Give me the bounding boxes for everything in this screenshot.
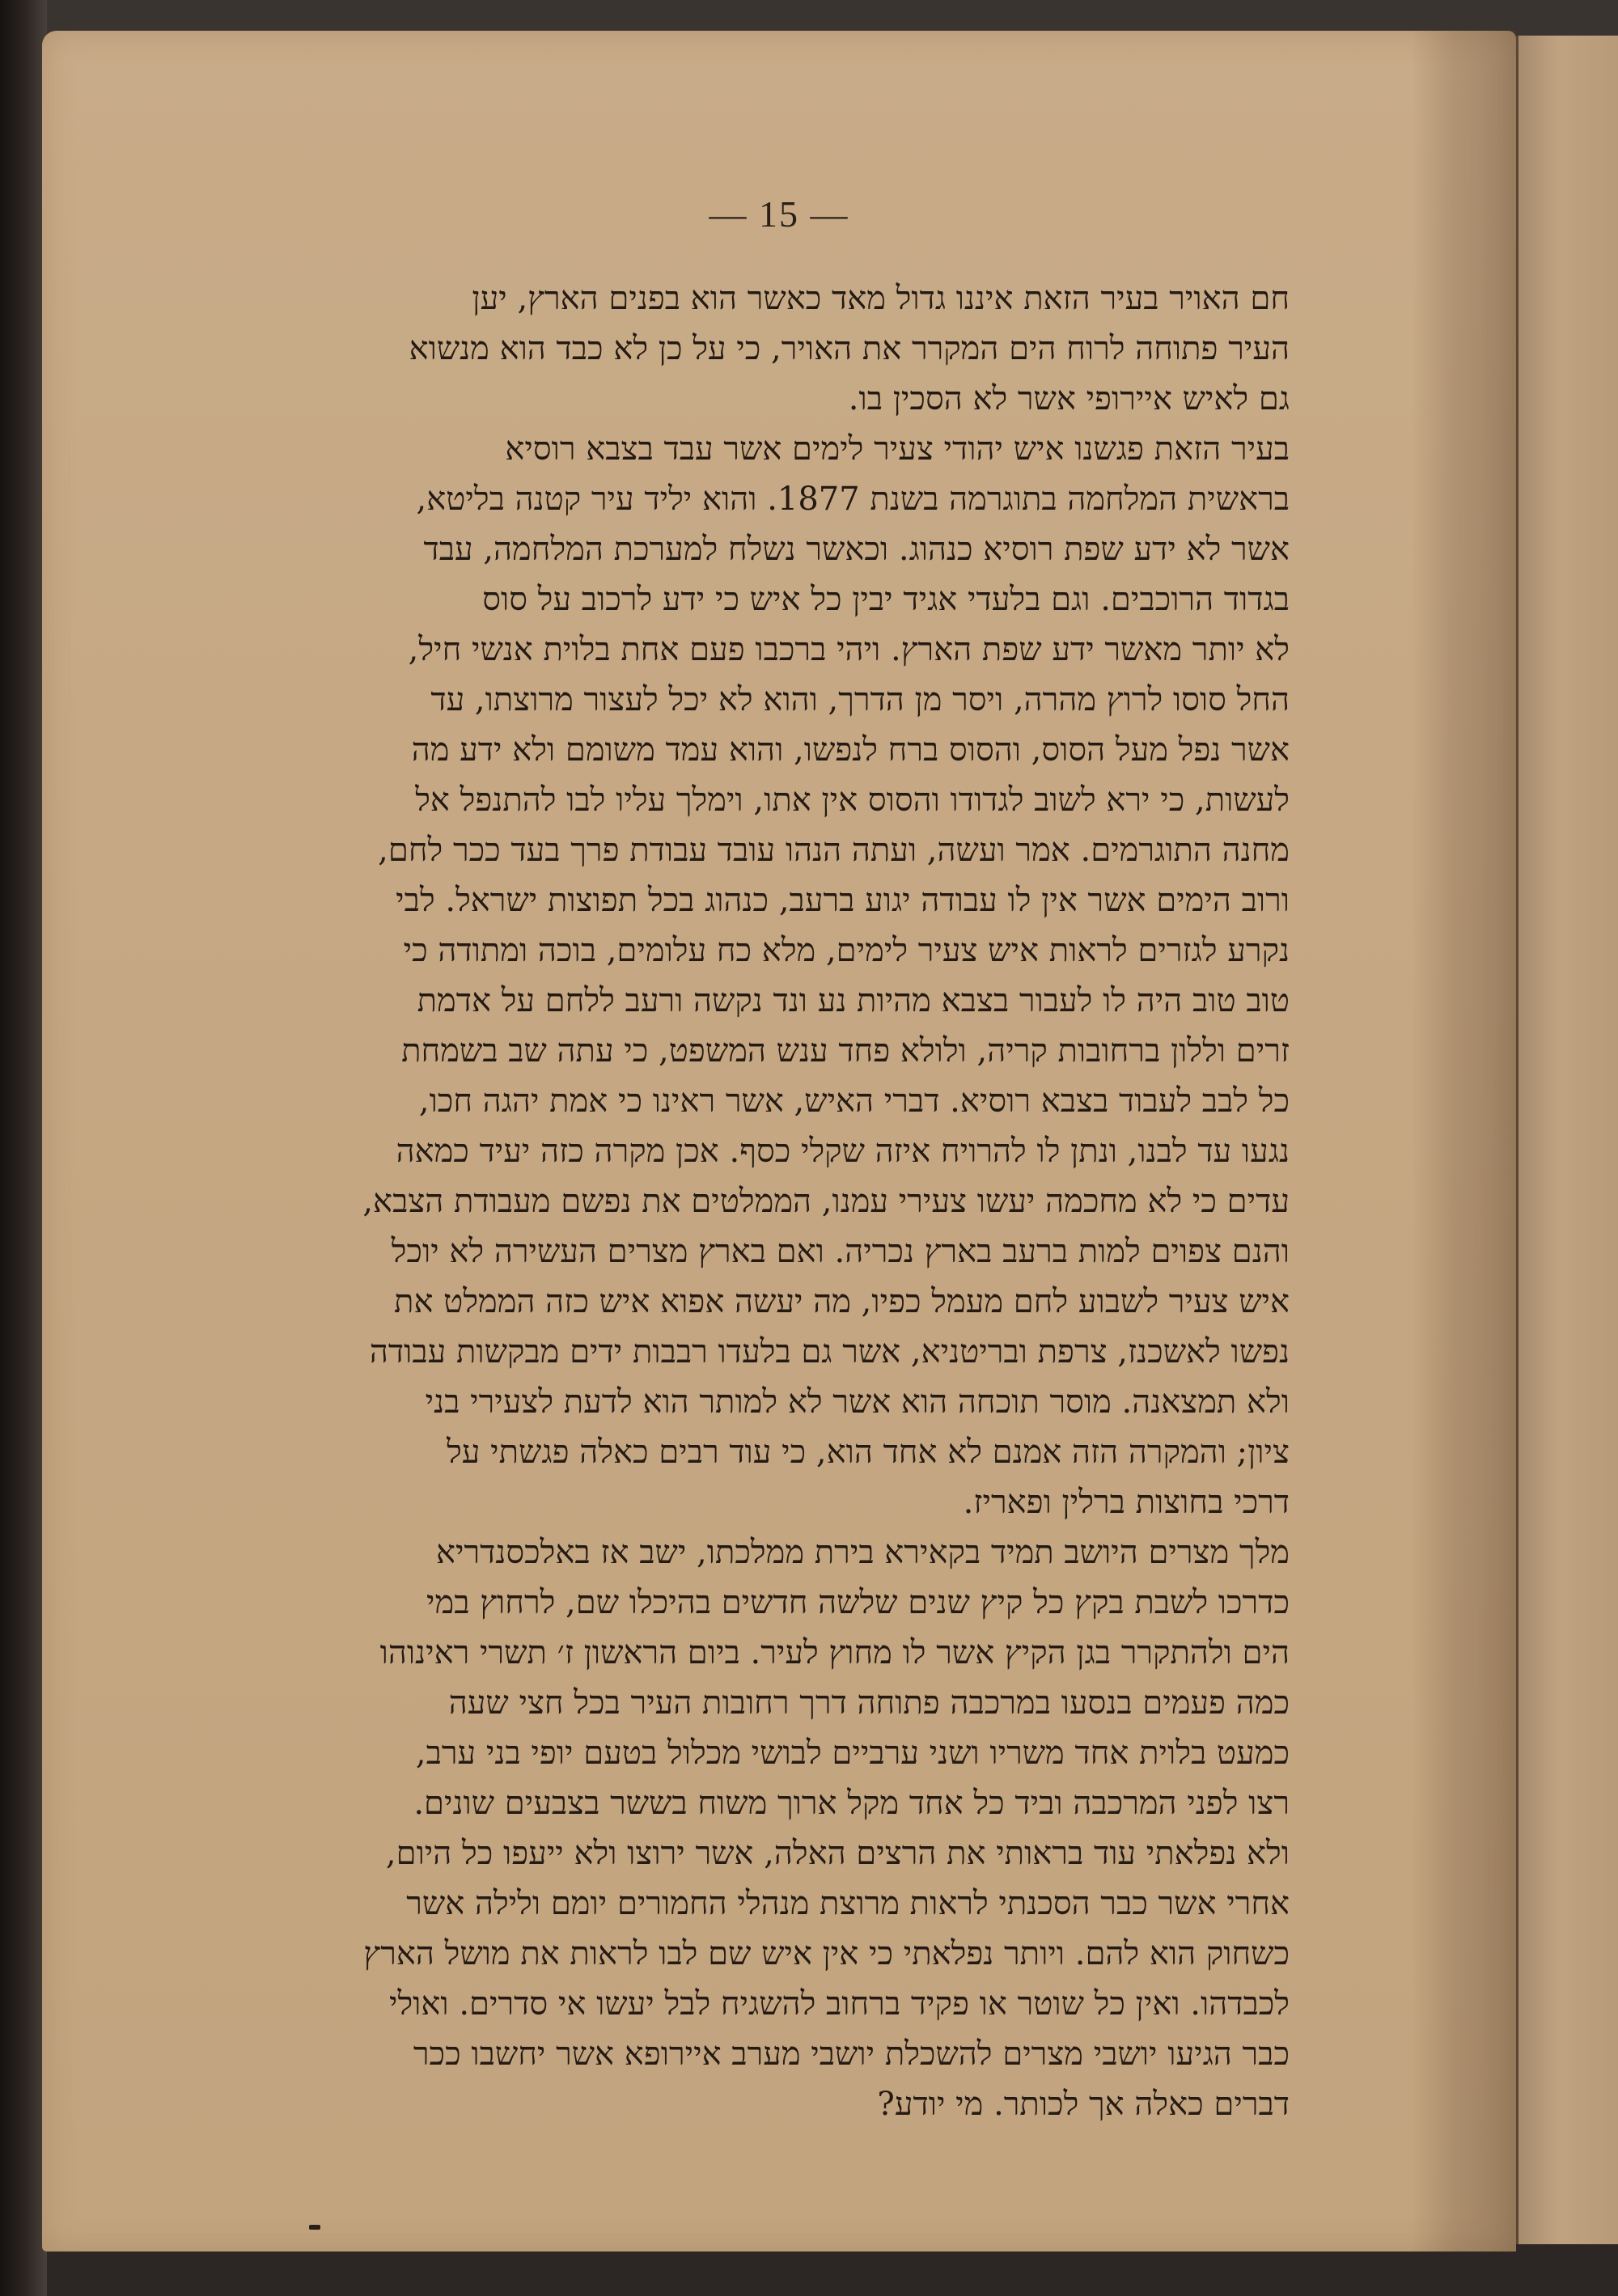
text-line: ורוב הימים אשר אין לו עבודה יגוע ברעב, כנהוג בכל תפוצות ישראל. לבי	[396, 882, 1290, 919]
text-line: ולא נפלאתי עוד בראותי את הרצים האלה, אשר ירוצו ולא ייעפו כל היום,	[385, 1835, 1290, 1872]
book-page	[42, 31, 1516, 2252]
text-line: כדרכו לשבת בקץ כל קיץ שנים שלשה חדשים בהיכלו שם, לרחוץ במי	[426, 1584, 1290, 1621]
page-fold-shadow	[1411, 31, 1516, 2252]
text-line: רצו לפני המרכבה וביד כל אחד מקל ארוך משוח בששר בצבעים שונים.	[413, 1785, 1290, 1822]
text-line: חם האויר בעיר הזאת איננו גדול מאד כאשר הוא בפנים הארץ, יען	[472, 280, 1290, 317]
text-line: אשר לא ידע שפת רוסיא כנהוג. וכאשר נשלח למערכת המלחמה, עבד	[423, 531, 1290, 568]
text-line: כמה פעמים בנסעו במרכבה פתוחה דרך רחובות העיר בכל חצי שעה	[448, 1684, 1290, 1722]
text-line: בעיר הזאת פגשנו איש יהודי צעיר לימים אשר עבד בצבא רוסיא	[505, 430, 1290, 468]
text-line: כבר הגיעו יושבי מצרים להשכלת יושבי מערב איירופא אשר יחשבו ככר	[413, 2035, 1290, 2073]
text-line: זרים וללון ברחובות קריה, ולולא פחד ענש המשפט, כי עתה שב בשמחת	[401, 1032, 1290, 1070]
text-line: דברים כאלה אך לכותר. מי יודע?	[877, 2086, 1290, 2123]
text-line: העיר פתוחה לרוח הים המקרר את האויר, כי על כן לא כבד הוא מנשוא	[409, 330, 1290, 367]
text-line: לעשות, כי ירא לשוב לגדודו והסוס אין אתו, וימלך עליו לבו להתנפל אל	[415, 782, 1290, 819]
text-line: איש צעיר לשבוע לחם מעמל כפיו, מה יעשה אפוא איש כזה הממלט את	[394, 1283, 1290, 1320]
book-spine	[0, 0, 47, 2296]
ink-spot	[309, 2225, 320, 2230]
text-line: בראשית המלחמה בתוגרמה בשנת 1877. והוא יליד עיר קטנה בליטא,	[416, 481, 1290, 518]
text-line: ציון; והמקרה הזה אמנם לא אחד הוא, כי עוד רבים כאלה פגשתי על	[447, 1434, 1290, 1471]
text-line: מלך מצרים היושב תמיד בקאירא בירת ממלכתו, ישב אז באלכסנדריא	[435, 1534, 1290, 1571]
page-text	[157, 273, 1290, 2129]
text-line: כל לבב לעבוד בצבא רוסיא. דברי האיש, אשר ראינו כי אמת יהגה חכו,	[418, 1082, 1290, 1120]
text-line: נפשו לאשכנז, צרפת ובריטניא, אשר גם בלעדו רבבות ידים מבקשות עבודה	[369, 1333, 1290, 1370]
text-line: הים ולהתקרר בגן הקיץ אשר לו מחוץ לעיר. ביום הראשון ז׳ תשרי ראינוהו	[379, 1634, 1290, 1671]
text-line: מחנה התוגרמים. אמר ועשה, ועתה הנהו עובד עבודת פרך בעד ככר לחם,	[378, 832, 1290, 869]
adjacent-page-edge	[1516, 36, 1618, 2244]
text-line: דרכי בחוצות ברלין ופאריז.	[963, 1484, 1290, 1521]
text-line: טוב טוב היה לו לעבור בצבא מהיות נע ונד נקשה ורעב ללחם על אדמת	[417, 982, 1290, 1019]
text-line: כשחוק הוא להם. ויותר נפלאתי כי אין איש שם לבו לראות את מושל הארץ	[363, 1935, 1290, 1972]
text-line: החל סוסו לרוץ מהרה, ויסר מן הדרך, והוא לא יכל לעצור מרוצתו, עד	[430, 681, 1290, 718]
text-line: כמעט בלוית אחד משריו ושני ערביים לבושי מכלול בטעם יופי בני ערב,	[415, 1735, 1290, 1772]
text-line: ולא תמצאנה. מוסר תוכחה הוא אשר לא למותר הוא לדעת לצעירי בני	[425, 1383, 1290, 1421]
text-line: לא יותר מאשר ידע שפת הארץ. ויהי ברכבו פעם אחת בלוית אנשי חיל,	[408, 631, 1290, 668]
page-number: — 15 —	[709, 193, 849, 235]
text-line: נקרע לגזרים לראות איש צעיר לימים, מלא כח עלומים, בוכה ומתודה כי	[403, 932, 1290, 969]
text-line: אשר נפל מעל הסוס, והסוס ברח לנפשו, והוא עמד משומם ולא ידע מה	[411, 731, 1290, 769]
text-line: עדים כי לא מחכמה יעשו צעירי עמנו, הממלטים את נפשם מעבודת הצבא,	[362, 1183, 1290, 1220]
text-line: נגעו עד לבנו, ונתן לו להרויח איזה שקלי כסף. אכן מקרה כזה יעיד כמאה	[396, 1133, 1290, 1170]
text-line: לכבדהו. ואין כל שוטר או פקיד ברחוב להשגיח לבל יעשו אי סדרים. ואולי	[388, 1985, 1290, 2023]
text-line: בגדוד הרוכבים. וגם בלעדי אגיד יבין כל איש כי ידע לרכוב על סוס	[482, 581, 1290, 618]
text-line: גם לאיש איירופי אשר לא הסכין בו.	[848, 380, 1290, 417]
text-line: אחרי אשר כבר הסכנתי לראות מרוצת מנהלי החמורים יומם ולילה אשר	[406, 1885, 1290, 1922]
text-line: והנם צפוים למות ברעב בארץ נכריה. ואם בארץ מצרים העשירה לא יוכל	[391, 1233, 1290, 1270]
